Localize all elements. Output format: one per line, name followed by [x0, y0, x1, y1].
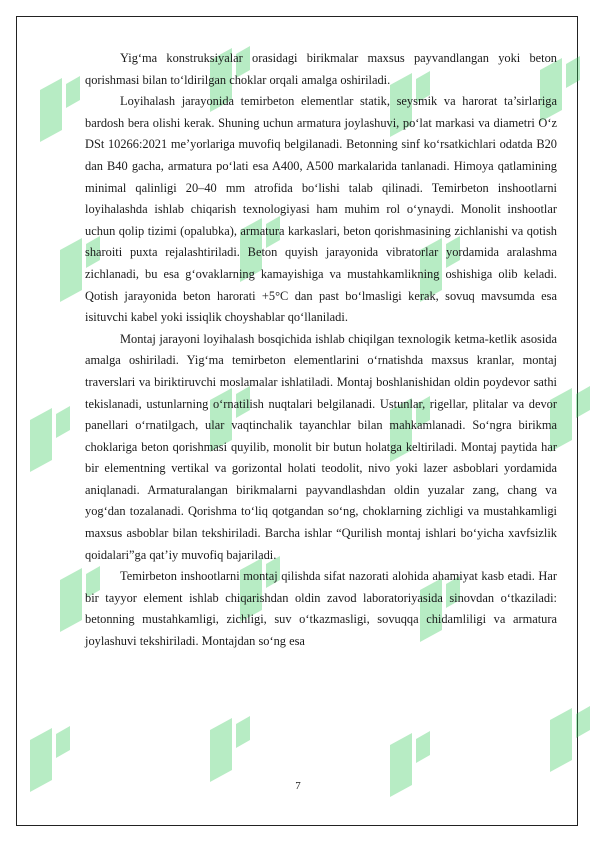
paragraph: Montaj jarayoni loyihalash bosqichida ishlab chiqilgan texnologik ketma-ketlik asosida amalga oshiriladi. Yig‘ma temirbeton elementlarini o‘rnatishda maxsus kranlar, montaj traverslari va biriktiruvchi moslamalar ishlatiladi. Montaj boshlanishidan oldin poydevor sathi tekislanadi, ustunlarning o‘rnatilish nuqtalari belgilanadi. Ustunlar, rigellar, plitalar va devor panellari o‘rnatilgach, ular vaqtinchalik tayanchlar bilan mahkamlanadi. So‘ngra birikma choklariga beton qorishmasi quyilib, monolit bir butun holatga keltiriladi. Montaj paytida har bir elementning vertikal va gorizontal holati teodolit, nivo yoki lazer asboblari yordamida aniqlanadi. Armaturalangan birikmalarni payvandlashdan oldin yuzalar zang, chang va yog‘dan tozalanadi. Qorishma to‘liq qotgandan so‘ng, choklarning zichligi va mustahkamligi maxsus asboblar bilan tekshiriladi. Barcha ishlar “Qurilish montaj ishlari bo‘yicha xavfsizlik qoidalari”ga qat’iy muvofiq bajariladi. [85, 331, 557, 562]
document-body [85, 48, 557, 653]
paragraph: Temirbeton inshootlarni montaj qilishda sifat nazorati alohida ahamiyat kasb etadi. Har bir tayyor element ishlab chiqarishdan oldin zavod laboratoriyasida sinovdan o‘tkaziladi: betonning mustahkamligi, zichligi, suv o‘tkazmasligi, sovuqqa chidamliligi va armatura joylashuvi tekshiriladi. Montajdan so‘ng esa [85, 569, 557, 649]
paragraph: Yig‘ma konstruksiyalar orasidagi birikmalar maxsus payvandlangan yoki beton qorishmasi bilan to‘ldirilgan choklar orqali amalga oshiriladi. [85, 51, 557, 87]
page-number: 7 [295, 780, 301, 792]
paragraph: Loyihalash jarayonida temirbeton elementlar statik, seysmik va harorat ta’sirlariga bardosh bera olishi kerak. Shuning uchun armatura joylashuvi, po‘lat markasi va diametri O‘z DSt 10266:2021 me’yorlariga muvofiq belgilanadi. Betonning sinf ko‘rsatkichlari odatda B20 dan B40 gacha, armatura po‘lati esa A400, A500 markalarida tanlanadi. Himoya qatlamining minimal qalinligi 20–40 mm atrofida bo‘lishi talab qilinadi. Temirbeton inshootlarni loyihalashda ishlab chiqarish texnologiyasi ham muhim rol o‘ynaydi. Monolit inshootlar uchun qolip tizimi (opalubka), armatura karkaslari, beton qorishmasining zichlanishi va qotish sharoiti puxta rejalashtiriladi. Beton quyish jarayonida vibratorlar yordamida aralashma zichlanadi, bu esa g‘ovaklarning kamayishiga va mustahkamlikning oshishiga olib keladi. Qotish jarayonida beton harorati +5°C dan past bo‘lmasligi kerak, sovuq mavsumda esa isituvchi kabel yoki issiqlik choyshablar qo‘llaniladi. [85, 94, 557, 325]
